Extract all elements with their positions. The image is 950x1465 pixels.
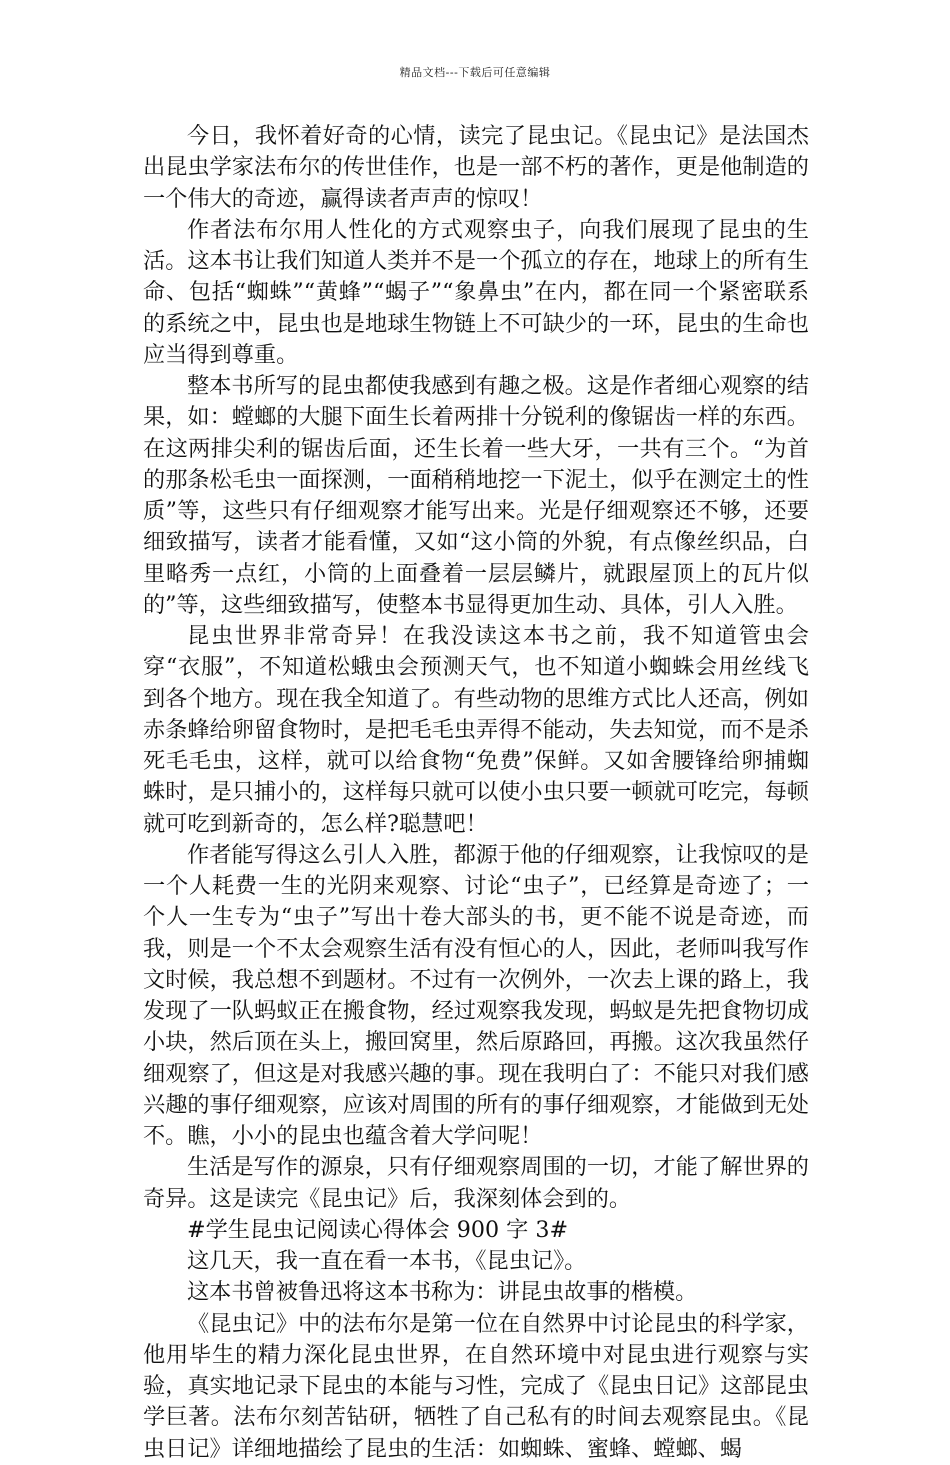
paragraph-careful-observation: 作者能写得这么引人入胜，都源于他的仔细观察，让我惊叹的是一个人耗费一生的光阴来观察、讨论“虫子”，已经算是奇迹了；一个人一生专为“虫子”写出十卷大部头的书，更不能不说是奇迹，而我，则是一个不太会观察生活有没有恒心的人，因此，老师叫我写作文时候，我总想不到题材。不过有一次例外，一次去上课的路上，我发现了一队蚂蚁正在搬食物，经过观察我发现，蚂蚁是先把食物切成小块，然后顶在头上，搬回窝里，然后原路回，再搬。这次我虽然仔细观察了，但这是对我感兴趣的事。现在我明白了：不能只对我们感兴趣的事仔细观察，应该对周围的所有的事仔细观察，才能做到无处不。瞧，小小的昆虫也蕴含着大学问呢！ bbox=[143, 841, 809, 1149]
paragraph-luxun-quote: 这本书曾被鲁迅将这本书称为：讲昆虫故事的楷模。 bbox=[187, 1279, 698, 1306]
paragraph-fabre: 《昆虫记》中的法布尔是第一位在自然界中讨论昆虫的科学家，他用毕生的精力深化昆虫世界，在自然环境中对昆虫进行观察与实验，真实地记录下昆虫的本能与习性，完成了《昆虫日记》这部昆虫学巨著。法布尔刻苦钻研，牺牲了自己私有的时间去观察昆虫。《昆虫日记》详细地描绘了昆虫的生活：如蜘蛛、蜜蜂、螳螂、蝎 bbox=[143, 1310, 809, 1462]
paragraph-interesting-insects: 整本书所写的昆虫都使我感到有趣之极。这是作者细心观察的结果，如：螳螂的大腿下面生长着两排十分锐利的像锯齿一样的东西。在这两排尖利的锯齿后面，还生长着一些大牙，一共有三个。“为首的那条松毛虫一面探测，一面稍稍地挖一下泥土，似乎在测定土的性质”等，这些只有仔细观察才能写出来。光是仔细观察还不够，还要细致描写，读者才能看懂，又如“这小筒的外貌，有点像丝织品，白里略秀一点红，小筒的上面叠着一层层鳞片，就跟屋顶上的瓦片似的”等，这些细致描写，使整本书显得更加生动、具体，引人入胜。 bbox=[143, 373, 809, 618]
document-body bbox=[143, 121, 809, 1465]
section-heading: #学生昆虫记阅读心得体会 900 字 3# bbox=[187, 1216, 569, 1243]
paragraph-insect-world: 昆虫世界非常奇异！在我没读这本书之前，我不知道管虫会穿“衣服”，不知道松蛾虫会预测天气，也不知道小蜘蛛会用丝线飞到各个地方。现在我全知道了。有些动物的思维方式比人还高，例如赤条蜂给卵留食物时，是把毛毛虫弄得不能动，失去知觉，而不是杀死毛毛虫，这样，就可以给食物“免费”保鲜。又如舍腰锋给卵捕蜘蛛时，是只捕小的，这样每只就可以使小虫只要一顿就可吃完，每顿就可吃到新奇的，怎么样?聪慧吧！ bbox=[143, 623, 809, 837]
page-header: 精品文档---下载后可任意编辑 bbox=[399, 66, 551, 79]
paragraph-observation-method: 作者法布尔用人性化的方式观察虫子，向我们展现了昆虫的生活。这本书让我们知道人类并不是一个孤立的存在，地球上的所有生命、包括“蜘蛛”“黄蜂”“蝎子”“象鼻虫”在内，都在同一个紧密联系的系统之中，昆虫也是地球生物链上不可缺少的一环，昆虫的生命也应当得到尊重。 bbox=[143, 216, 809, 368]
paragraph-intro: 今日，我怀着好奇的心情，读完了昆虫记。《昆虫记》是法国杰出昆虫学家法布尔的传世佳作，也是一部不朽的著作，更是他制造的一个伟大的奇迹，赢得读者声声的惊叹！ bbox=[143, 123, 809, 212]
paragraph-conclusion: 生活是写作的源泉，只有仔细观察周围的一切，才能了解世界的奇异。这是读完《昆虫记》后，我深刻体会到的。 bbox=[143, 1154, 809, 1212]
paragraph-reading-book: 这几天，我一直在看一本书，《昆虫记》。 bbox=[187, 1248, 587, 1274]
